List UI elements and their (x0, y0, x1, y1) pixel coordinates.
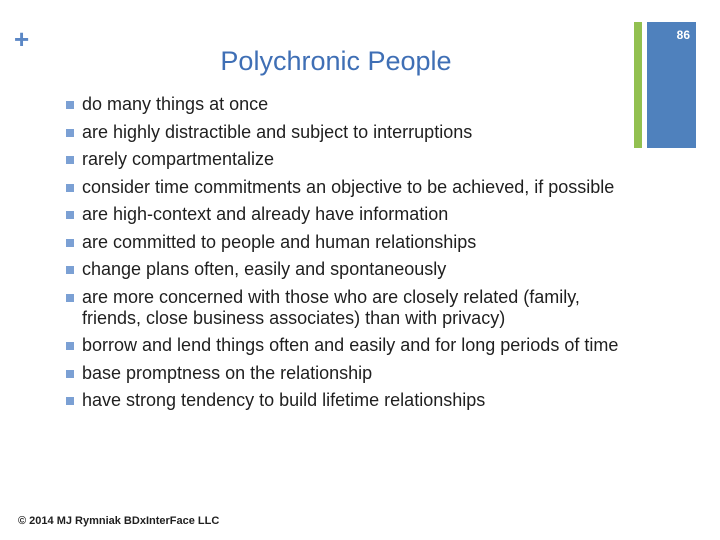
bullet-text: change plans often, easily and spontaneously (82, 259, 447, 279)
bullet-item (65, 335, 630, 356)
bullet-text: consider time commitments an objective to be achieved, if possible (82, 176, 615, 197)
bullet-item (65, 390, 630, 411)
square-bullet-icon (66, 156, 74, 164)
bullet-text: borrow and lend things often and easily and for long periods of time (82, 335, 619, 355)
bullet-text: base promptness on the relationship (82, 362, 373, 383)
bullet-text: are more concerned with those who are closely related (family, friends, close business associates) than with privacy) (82, 286, 580, 328)
square-bullet-icon (66, 266, 74, 274)
bullet-text: are highly distractible and subject to interruptions (82, 121, 473, 142)
bullet-item (65, 204, 630, 225)
bullet-text: rarely compartmentalize (82, 149, 275, 169)
bullet-item (65, 149, 630, 170)
square-bullet-icon (66, 370, 74, 378)
square-bullet-icon (66, 342, 74, 350)
slide-number: 86 (676, 28, 690, 42)
bullet-text: are committed to people and human relationships (82, 231, 477, 252)
bullet-item (65, 232, 630, 253)
copyright-footer: © 2014 MJ Rymniak BDxInterFace LLC (18, 515, 220, 527)
plus-decoration: + (14, 24, 30, 54)
slide-title: Polychronic People (220, 46, 452, 76)
green-accent-bar (634, 22, 642, 148)
square-bullet-icon (66, 129, 74, 137)
bullet-list (65, 94, 630, 418)
square-bullet-icon (66, 211, 74, 219)
square-bullet-icon (66, 239, 74, 247)
square-bullet-icon (66, 184, 74, 192)
bullet-item (65, 177, 630, 198)
square-bullet-icon (66, 397, 74, 405)
bullet-item (65, 94, 630, 115)
bullet-item (65, 287, 630, 329)
square-bullet-icon (66, 101, 74, 109)
bullet-text: have strong tendency to build lifetime relationships (82, 390, 486, 410)
square-bullet-icon (66, 294, 74, 302)
bullet-item (65, 363, 630, 384)
bullet-item (65, 259, 630, 280)
bullet-text: are high-context and already have information (82, 204, 449, 224)
bullet-item (65, 122, 630, 143)
bullet-text: do many things at once (82, 94, 269, 114)
